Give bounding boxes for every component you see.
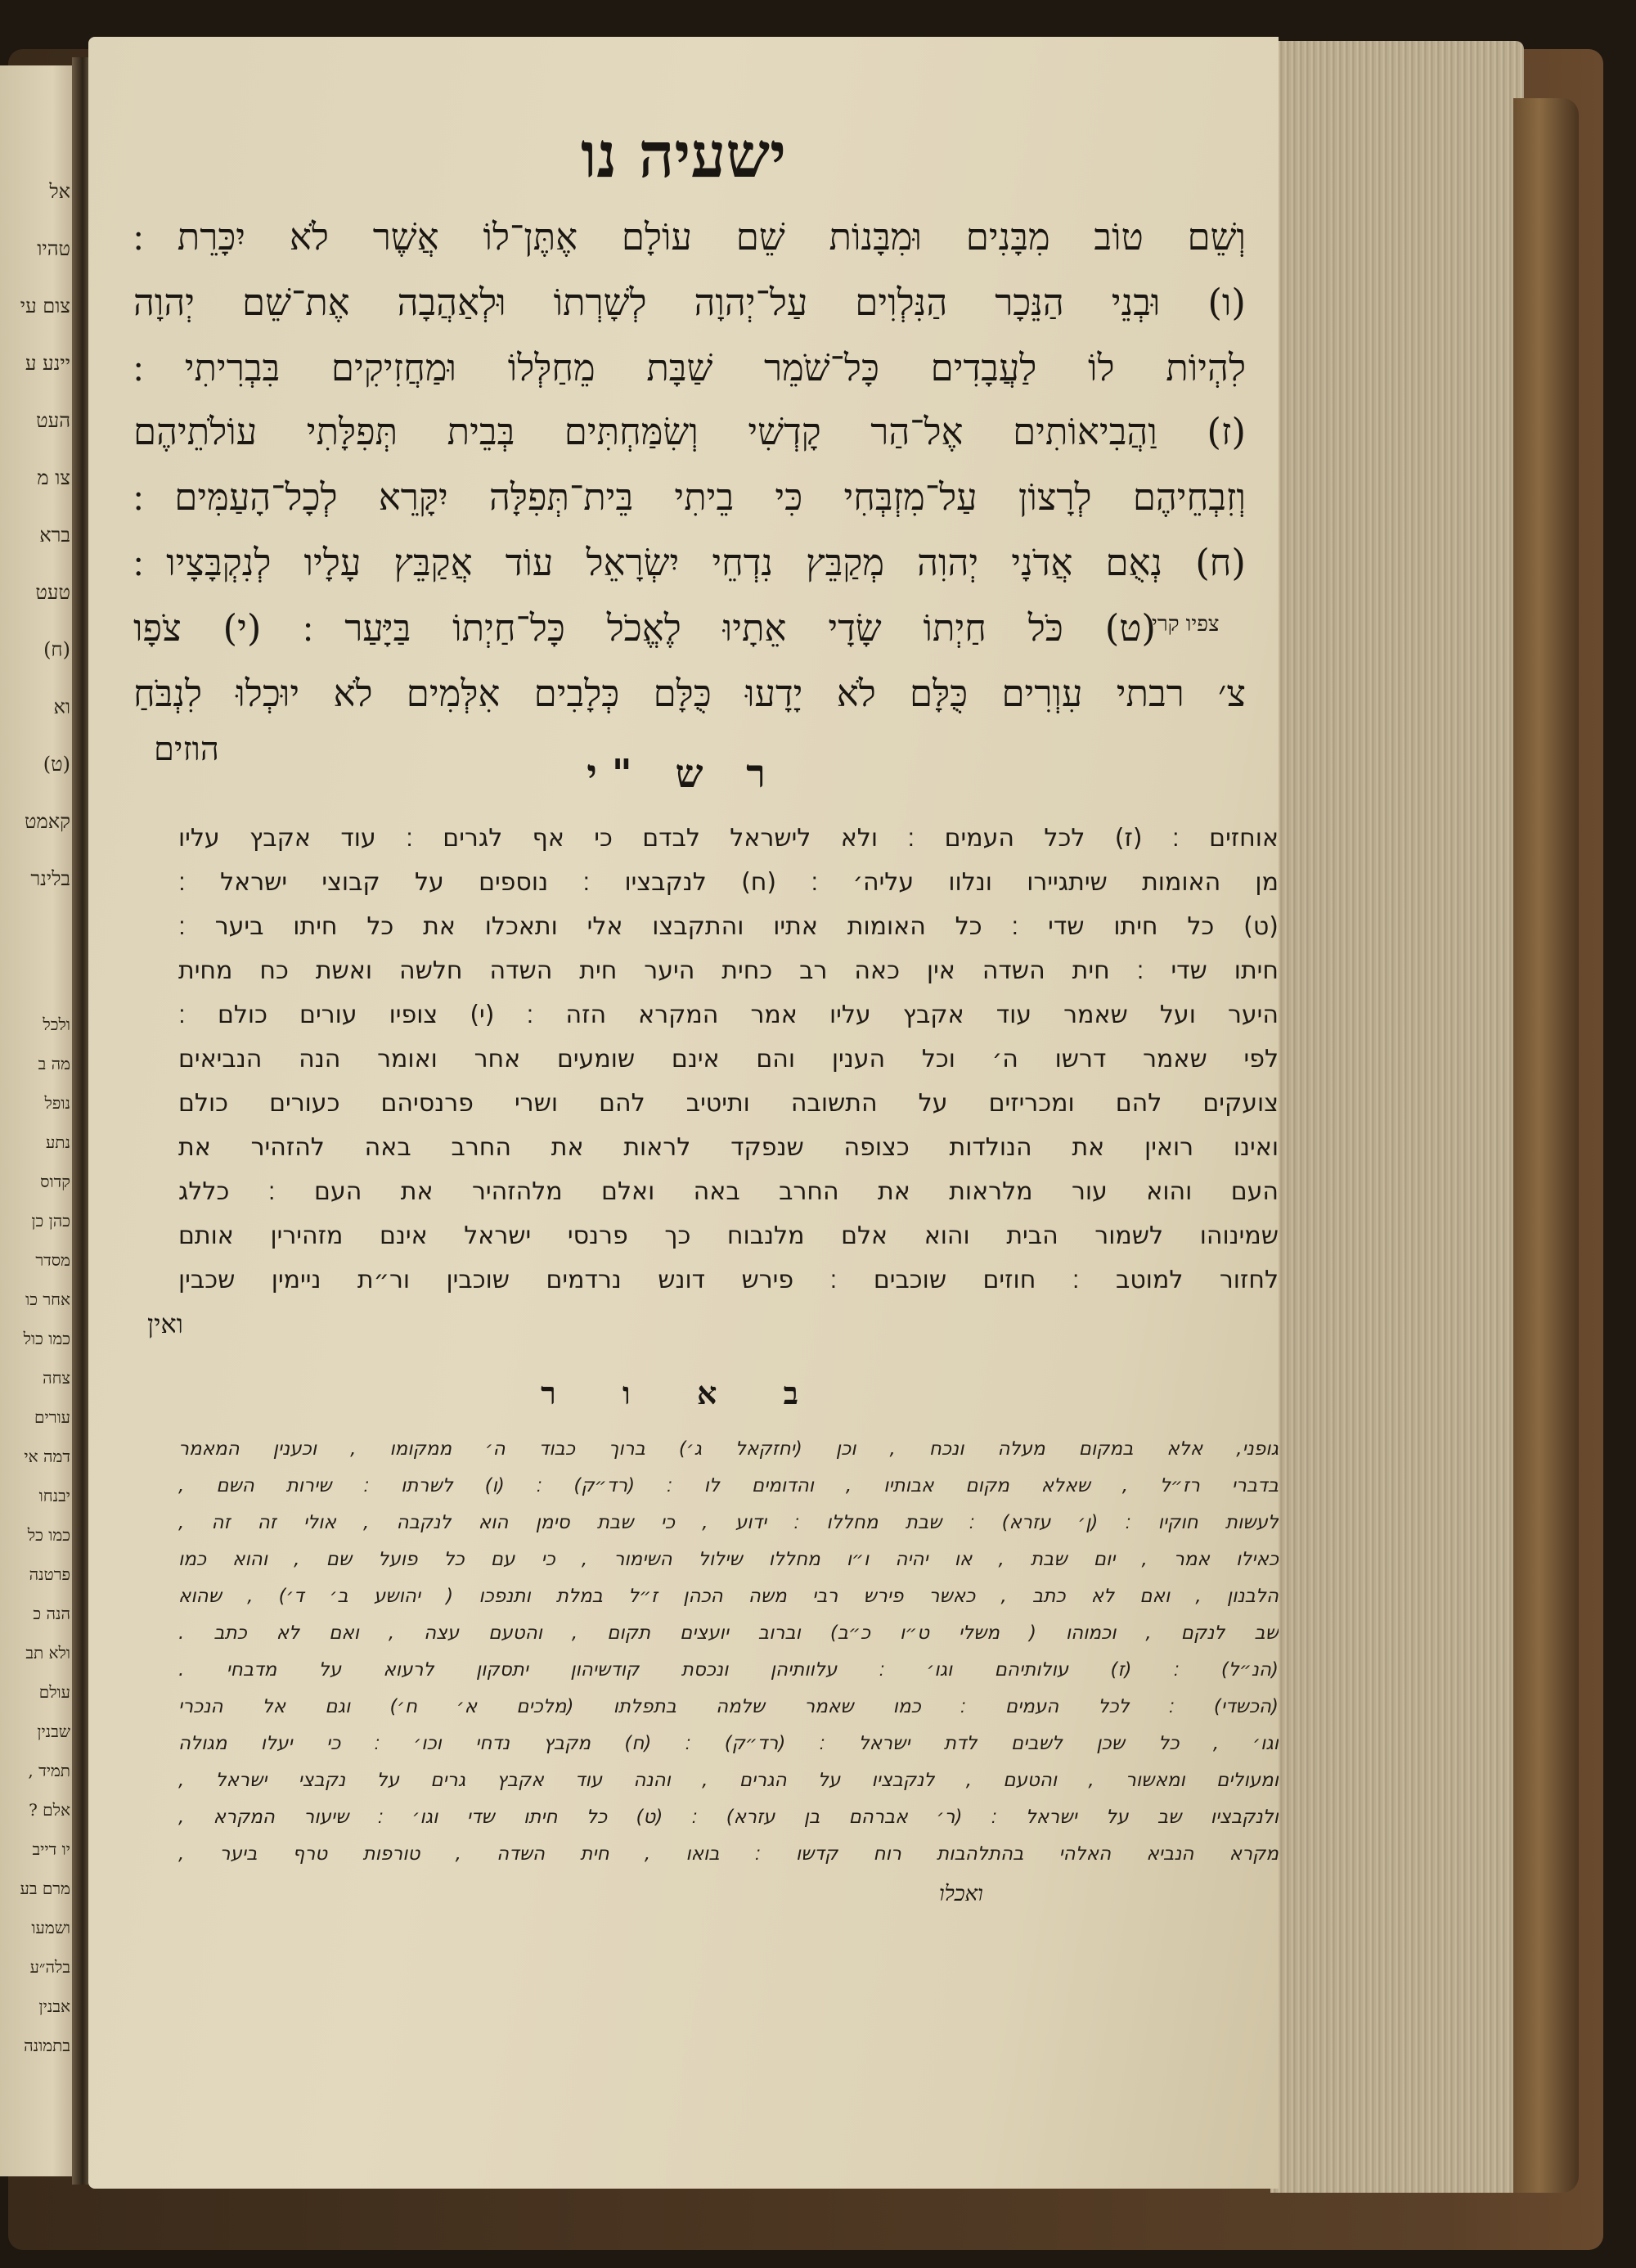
biur-heading: ב א ו ר	[541, 1375, 826, 1411]
catchword: ואין	[147, 1308, 183, 1339]
biur-line: וגו׳ , כל שכן לשבים לדת ישראל ׃ (רד״ק) ׃ (ח) מקבץ נדחי וכו׳ ׃ כי יעלו מגולה	[178, 1733, 1279, 1754]
left-page-fragment: נופל	[44, 1093, 70, 1113]
left-page-fragment: ברא	[39, 524, 70, 547]
page-fore-edge	[1270, 41, 1524, 2193]
left-page-fragment: בלה״ע	[29, 1957, 70, 1977]
left-page-fragment: נתע	[45, 1132, 70, 1152]
left-page-fragment: יו דייב	[32, 1839, 70, 1859]
left-page-fragment: אל	[49, 180, 70, 203]
qere-note: צפיו קרי	[1152, 612, 1220, 637]
left-page-fragment: מה ב	[38, 1054, 70, 1073]
biur-line: (הנ״ל) ׃ (ז) עולותיהם וגו׳ ׃ עלוותיהן ונכסת קודשיהון יתסקון לרעוא על מדבחי .	[178, 1659, 1279, 1681]
scripture-line: (ח) נְאֻם אֲדֹנָי יְהוִה מְקַבֵּץ נִדְחֵי יִשְׂרָאֵל עוֹד אֲקַבֵּץ עָלָיו לְנִקְבָּצָיו ׃	[133, 541, 1246, 584]
scripture-line: וְזִבְחֵיהֶם לְרָצוֹן עַל־מִזְבְּחִי כִּי בֵיתִי בֵּית־תְּפִלָּה יִקָּרֵא לְכָל־הָעַמִּים ׃	[133, 475, 1246, 519]
left-page-fragment: יבנחו	[38, 1486, 70, 1505]
left-page-fragment: שבנין	[37, 1721, 70, 1741]
left-page-fragment: (ט)	[43, 753, 70, 776]
left-page-fragment: טהיו	[37, 237, 70, 260]
left-page-fragment: ולא תב	[25, 1643, 70, 1663]
rashi-line: לפי שאמר דרשו ה׳ וכל הענין והם אינם שומעים אחר ואומר הנה הנביאים	[178, 1045, 1279, 1073]
rashi-line: ואינו רואין את הנולדות כצופה שנפקד לראות את החרב באה להזהיר את	[178, 1133, 1279, 1162]
rashi-line: העם והוא עור מלראות את החרב באה ואלם מלהזהיר את העם ׃ כללג	[178, 1177, 1279, 1206]
left-page-fragment: מרם בע	[20, 1879, 70, 1898]
rashi-line: לחזור למוטב ׃ חוזים שוכבים ׃ פירש דונש נרדמים שוכבין ור״ת ניימין שכבין	[178, 1266, 1279, 1294]
biur-line: כאילו אמר , יום שבת , או יהיה ו״ו מחללו שילול השימור , כי עם כל פועל שם , והוא כמו	[178, 1549, 1279, 1570]
rashi-line: אוחזים ׃ (ז) לכל העמים ׃ ולא לישראל לבדם כי אף לגרים ׃ עוד אקבץ עליו	[178, 824, 1279, 853]
rashi-line: היער ועל שאמר עוד אקבץ עליו אמר המקרא הזה ׃ (י) צופיו עורים כולם ׃	[178, 1001, 1279, 1029]
biur-line: גופני, אלא במקום מעלה ונכח , וכן (יחזקאל ג׳) ברוך כבוד ה׳ ממקומו , וכענין המאמר	[178, 1438, 1279, 1460]
left-page-fragment: ושמעו	[31, 1918, 70, 1937]
left-page-fragment: מסדר	[35, 1250, 70, 1270]
left-page-fragment: טעט	[35, 581, 70, 604]
left-page-fragment: בתמונה	[24, 2036, 70, 2055]
biur-line: לעשות חוקיו ׃ (ן׳ עזרא) ׃ שבת מחללו ׃ ידוע , כי שבת סימן הוא לנקבה , אולי זה זה ,	[178, 1512, 1279, 1533]
rashi-heading: ר ש "י	[587, 751, 780, 797]
biur-line: ולנקבציו שב על ישראל ׃ (ר׳ אברהם בן עזרא) ׃ (ט) כל חיתו שדי וגו׳ ׃ שיעור המקרא ,	[178, 1807, 1279, 1828]
biur-line: ומעולים ומאשור , והטעם , לנקבציו על הגרים , והנה עוד אקבץ גרים על נקבצי ישראל ,	[178, 1770, 1279, 1791]
left-page-fragment: כמו כל	[27, 1525, 70, 1545]
scripture-line: צ׳ רבתי עִוְרִים כֻּלָּם לֹא יָדָעוּ כֻּלָּם כְּלָבִים אִלְּמִים לֹא יוּכְלוּ לִנְבֹּחַ	[133, 672, 1246, 715]
left-page-fragment: צחה	[43, 1368, 70, 1388]
rashi-line: צועקים להם ומכריזים על התשובה ותיטיב להם ושרי פרנסיהם כעורים כולם	[178, 1089, 1279, 1118]
scripture-line: (ו) וּבְנֵי הַנֵּכָר הַנִּלְוִים עַל־יְהוָה לְשָׁרְתוֹ וּלְאַהֲבָה אֶת־שֵׁם יְהוָה	[133, 281, 1246, 324]
biur-line: מקרא הנביא האלהי בהתלהבות רוח קדשו ׃ בואו , חית השדה , טורפות טרף ביער ,	[178, 1843, 1279, 1865]
left-page-fragment: עורים	[34, 1407, 70, 1427]
left-page-fragment: עולם	[38, 1682, 70, 1702]
left-page-fragment: כמו כול	[23, 1329, 70, 1348]
catchword: ואכלו	[939, 1882, 983, 1906]
left-page-fragment: אחר כו	[25, 1289, 70, 1309]
rashi-line: (ט) כל חיתו שדי ׃ כל האומות אתיו והתקבצו אלי ותאכלו את כל חיתו ביער ׃	[178, 912, 1279, 941]
left-page-fragment: העט	[36, 409, 70, 432]
scripture-line: לִהְיוֹת לוֹ לַעֲבָדִים כָּל־שֹׁמֵר שַׁבָּת מֵחַלְּלוֹ וּמַחֲזִיקִים בִּבְרִיתִי ׃	[133, 346, 1246, 389]
left-page-fragment: הנה כ	[33, 1604, 70, 1623]
left-page-fragment: פרטנה	[29, 1564, 70, 1584]
rashi-line: חיתו שדי ׃ חית השדה אין כאה רב כחית היער חית השדה חלשה ואשת כח מחית	[178, 956, 1279, 985]
left-page-fragment: קדוס	[40, 1172, 70, 1191]
left-page-fragment: וא	[53, 695, 70, 718]
scripture-line: (ט) כֹּל חַיְתוֹ שָׂדָי אֵתָיוּ לֶאֱכֹל כָּל־חַיְתוֹ בַּיָּעַר ׃ (י) צֹפָו	[133, 606, 1156, 650]
left-page-fragment: קאמט	[25, 810, 70, 833]
left-page-fragment: יינע ע	[25, 352, 70, 375]
left-page-fragment: אבנין	[38, 1996, 70, 2016]
left-page-edge	[0, 65, 75, 2176]
biur-line: בדברי רז״ל , שאלא מקום אבותיו , והדומים לו ׃ (רד״ק) ׃ (ו) לשרתו ׃ שירות השם ,	[178, 1475, 1279, 1496]
left-page-fragment: צום עי	[20, 295, 70, 317]
left-page-fragment: כהן כן	[31, 1211, 70, 1231]
left-page-fragment: תמיד ,	[28, 1761, 70, 1780]
left-page-fragment: ולכל	[43, 1015, 70, 1034]
left-page-fragment: אלם ?	[29, 1800, 70, 1820]
catchword: הוזים	[154, 731, 219, 768]
rashi-line: מן האומות שיתגיירו ונלוו עליה׳ ׃ (ח) לנקבציו ׃ נוספים על קבוצי ישראל ׃	[178, 868, 1279, 897]
scripture-line: (ז) וַהֲבִיאוֹתִים אֶל־הַר קָדְשִׁי וְשִׂמַּחְתִּים בְּבֵית תְּפִלָּתִי עוֹלֹתֵיהֶם	[133, 410, 1246, 453]
biur-line: שב לנקם , וכמוהו ( משלי ט״ו כ״ב) וברוב יועצים תקום , והטעם עצה , ואם לא כתב .	[178, 1622, 1279, 1644]
rashi-line: שמינוהו לשמור הבית והוא אלם מלנבוח כך פרנסי ישראל אינם מזהירין אותם	[178, 1222, 1279, 1250]
biur-line: (הכשדי) ׃ לכל העמים ׃ כמו שאמר שלמה בתפלתו (מלכים א׳ ח׳) וגם אל הנכרי	[178, 1696, 1279, 1717]
biur-line: הלבנון , ואם לא כתב , כאשר פירש רבי משה הכהן ז״ל במלת ותנפכו ( יהושע ב׳ ד׳) , שהוא	[178, 1586, 1279, 1607]
left-page-fragment: (ח)	[43, 638, 70, 661]
scripture-line: וְשֵׁם טוֹב מִבָּנִים וּמִבָּנוֹת שֵׁם עוֹלָם אֶתֶּן־לוֹ אֲשֶׁר לֹא יִכָּרֵת ׃	[133, 215, 1246, 259]
running-head: ישעיה נו	[580, 119, 786, 191]
left-page-fragment: דמה אי	[24, 1447, 70, 1466]
cover-board	[1513, 98, 1579, 2193]
left-page-fragment: בלינר	[30, 867, 70, 890]
left-page-fragment: צו מ	[37, 466, 70, 489]
